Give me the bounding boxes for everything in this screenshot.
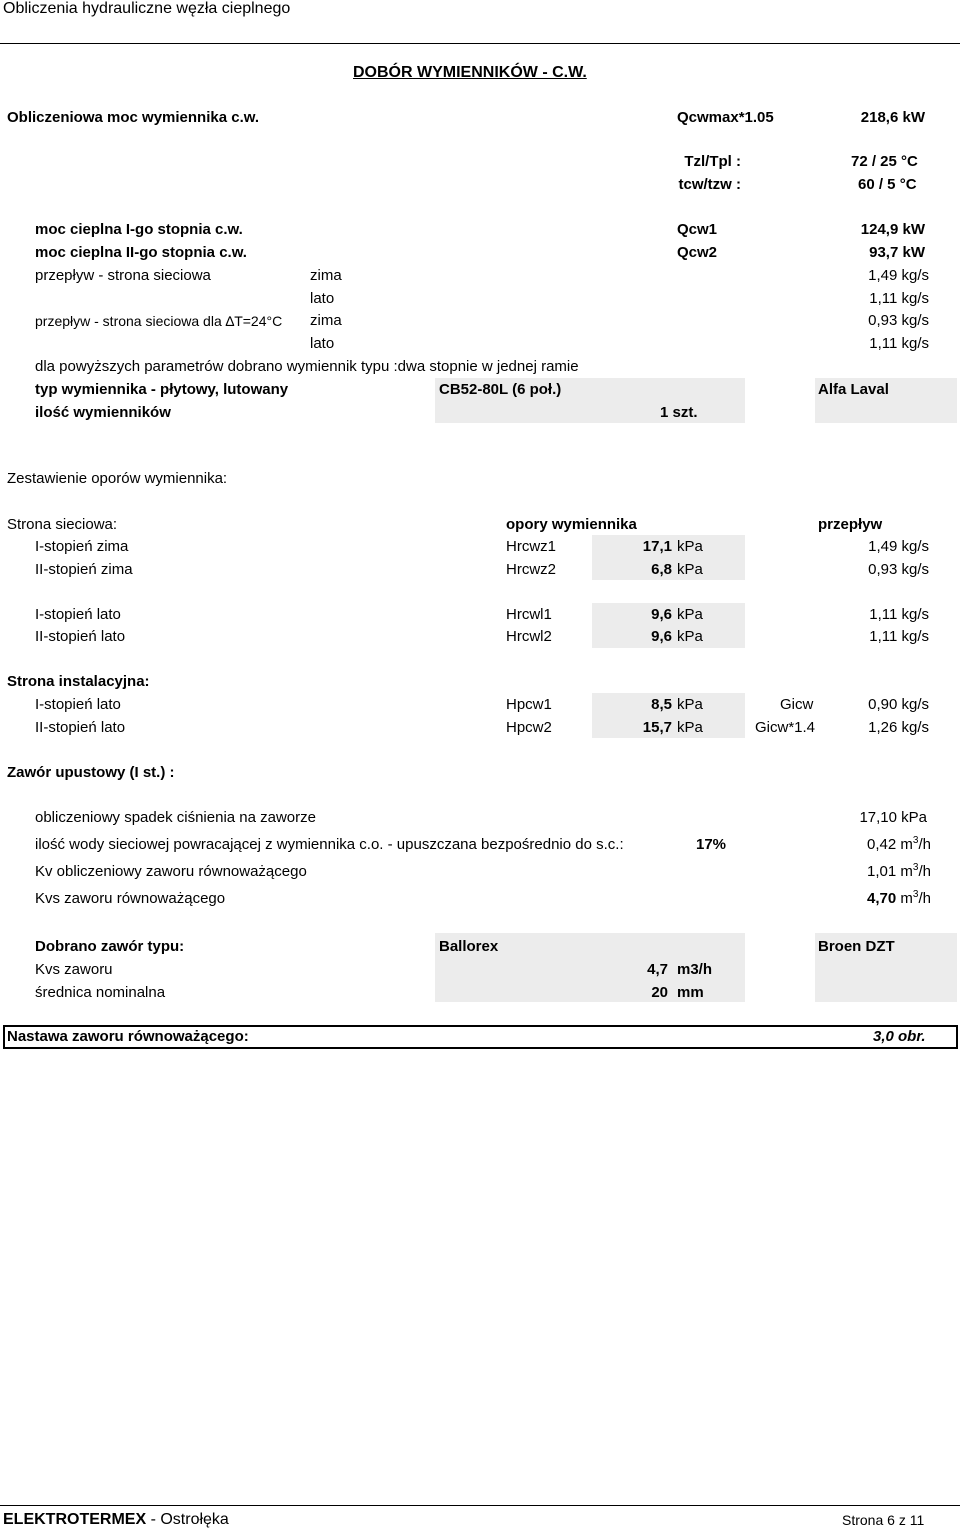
temp-value-network: 72 / 25 °C xyxy=(851,153,918,170)
flow-value: 1,49 kg/s xyxy=(868,267,929,284)
flow-network-dt-label: przepływ - strona sieciowa dla ∆T=24°C xyxy=(35,313,283,329)
flow-season: lato xyxy=(310,335,335,352)
resist-row-flow: 1,11 kg/s xyxy=(869,628,929,645)
exchanger-count-value: 1 szt. xyxy=(660,404,698,421)
resist-row-label: II-stopień zima xyxy=(35,561,133,578)
resist-row-symbol: Hrcwz2 xyxy=(506,561,557,578)
flow-season: zima xyxy=(310,267,342,284)
power-stage1-value: 124,9 kW xyxy=(860,221,925,238)
valve-water-percent: 17% xyxy=(696,836,727,853)
chosen-valve-maker: Broen DZT xyxy=(818,938,895,955)
resist-row-label: I-stopień lato xyxy=(35,606,121,623)
resist-row-unit: kPa xyxy=(677,606,703,623)
chosen-valve-label: Dobrano zawór typu: xyxy=(35,938,185,955)
calc-power-value: 218,6 kW xyxy=(860,109,925,126)
resist-row-value: 9,6 xyxy=(651,606,672,623)
chosen-dn-value: 20 xyxy=(651,984,668,1001)
col-resist-header: opory wymiennika xyxy=(506,516,637,533)
resist-row-value: 6,8 xyxy=(651,561,672,578)
install-row-label: II-stopień lato xyxy=(35,719,126,736)
valve-kvs-value: 4,70 $m^3/h$ xyxy=(867,889,931,907)
resist-row-symbol: Hrcwz1 xyxy=(506,538,557,555)
valve-kv-value: 1,01 $m^3/h$ xyxy=(867,862,931,880)
resist-row-label: II-stopień lato xyxy=(35,628,126,645)
calc-power-label: Obliczeniowa moc wymiennika c.w. xyxy=(7,109,260,126)
main-title: DOBÓR WYMIENNIKÓW - C.W. xyxy=(353,64,587,81)
exchanger-type-label: typ wymiennika - płytowy, lutowany xyxy=(35,381,289,398)
flow-network-label: przepływ - strona sieciowa xyxy=(35,267,211,284)
flow-season: lato xyxy=(310,290,335,307)
install-row-value: 15,7 xyxy=(642,719,672,736)
flow-value: 0,93 kg/s xyxy=(868,312,929,329)
install-row-flow: 1,26 kg/s xyxy=(868,719,929,736)
document-header-title: Obliczenia hydrauliczne węzła cieplnego xyxy=(3,0,291,17)
setting-label: Nastawa zaworu równoważącego: xyxy=(7,1028,249,1045)
flow-value: 1,11 kg/s xyxy=(869,335,929,352)
install-row-value: 8,5 xyxy=(651,696,672,713)
install-row-unit: kPa xyxy=(677,719,703,736)
resist-row-flow: 0,93 kg/s xyxy=(868,561,929,578)
resist-title: Zestawienie oporów wymiennika: xyxy=(7,470,228,487)
install-row-flow: 0,90 kg/s xyxy=(868,696,929,713)
valve-water-label: ilość wody sieciowej powracającej z wymiennika c.o. - upuszczana bezpośrednio do s.c.: xyxy=(35,836,624,853)
valve-drop-value: 17,10 kPa xyxy=(859,809,927,826)
resist-row-unit: kPa xyxy=(677,561,703,578)
resist-row-unit: kPa xyxy=(677,628,703,645)
resist-row-label: I-stopień zima xyxy=(35,538,129,555)
install-row-flow-symbol: Gicw xyxy=(780,696,814,713)
network-side-label: Strona sieciowa: xyxy=(7,516,118,533)
valve-title: Zawór upustowy (I st.) : xyxy=(7,764,175,781)
install-row-symbol: Hpcw2 xyxy=(506,719,552,736)
header-rule xyxy=(0,43,960,44)
temp-label-network: Tzl/Tpl : xyxy=(684,153,741,170)
power-stage2-symbol: Qcw2 xyxy=(677,244,718,261)
chosen-dn-unit: mm xyxy=(677,984,704,1001)
resist-row-flow: 1,11 kg/s xyxy=(869,606,929,623)
chosen-kvs-label: Kvs zaworu xyxy=(35,961,113,978)
install-row-flow-symbol: Gicw*1.4 xyxy=(755,719,816,736)
valve-kvs-label: Kvs zaworu równoważącego xyxy=(35,890,226,907)
valve-water-value: 0,42 $m^3/h$ xyxy=(867,835,931,853)
power-stage1-symbol: Qcw1 xyxy=(677,221,718,238)
power-stage1-label: moc cieplna I-go stopnia c.w. xyxy=(35,221,243,238)
resist-row-symbol: Hrcwl1 xyxy=(506,606,552,623)
col-flow-header: przepływ xyxy=(818,516,883,533)
install-row-symbol: Hpcw1 xyxy=(506,696,552,713)
footer-company: ELEKTROTERMEX - Ostrołęka xyxy=(3,1511,229,1528)
chosen-kvs-unit: m3/h xyxy=(677,961,713,978)
footer-page-number: Strona 6 z 11 xyxy=(842,1512,925,1528)
flow-season: zima xyxy=(310,312,342,329)
calc-power-symbol: Qcwmax*1.05 xyxy=(677,109,774,126)
install-row-unit: kPa xyxy=(677,696,703,713)
exchanger-manufacturer: Alfa Laval xyxy=(818,381,889,398)
chosen-kvs-value: 4,7 xyxy=(647,961,668,978)
install-row-label: I-stopień lato xyxy=(35,696,121,713)
resist-row-value: 17,1 xyxy=(642,538,672,555)
power-stage2-value: 93,7 kW xyxy=(869,244,925,261)
valve-kv-label: Kv obliczeniowy zaworu równoważącego xyxy=(35,863,307,880)
flow-value: 1,11 kg/s xyxy=(869,290,929,307)
chosen-dn-label: średnica nominalna xyxy=(35,984,166,1001)
exchanger-model: CB52-80L (6 poł.) xyxy=(439,381,562,398)
resist-row-symbol: Hrcwl2 xyxy=(506,628,552,645)
valve-drop-label: obliczeniowy spadek ciśnienia na zaworze xyxy=(35,809,316,826)
temp-value-hot-water: 60 / 5 °C xyxy=(858,176,917,193)
resist-row-value: 9,6 xyxy=(651,628,672,645)
setting-value: 3,0 obr. xyxy=(873,1028,926,1045)
chosen-valve-model: Ballorex xyxy=(439,938,499,955)
temp-label-hot-water: tcw/tzw : xyxy=(678,176,741,193)
power-stage2-label: moc cieplna II-go stopnia c.w. xyxy=(35,244,247,261)
resist-row-unit: kPa xyxy=(677,538,703,555)
install-side-label: Strona instalacyjna: xyxy=(7,673,150,690)
footer-rule xyxy=(0,1505,960,1506)
resist-row-flow: 1,49 kg/s xyxy=(868,538,929,555)
exchanger-count-label: ilość wymienników xyxy=(35,404,171,421)
selection-note: dla powyższych parametrów dobrano wymiennik typu :dwa stopnie w jednej ramie xyxy=(35,358,579,375)
